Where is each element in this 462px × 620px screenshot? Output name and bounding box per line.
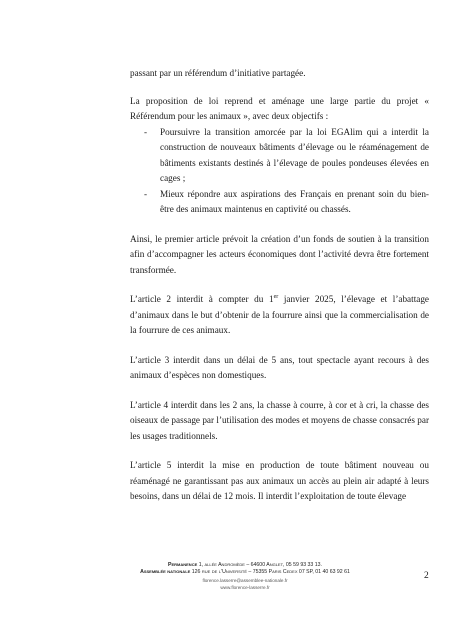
objective-text: Poursuivre la transition amorcée par la loi EGAlim qui a interdit la construction de nouveaux bâtiments d’élevage ou le réaménagement de bâtiments existants destinés à l’élevage de poules pondeuses élevées en cages ; (160, 126, 429, 183)
ordinal-superscript: er (273, 293, 279, 300)
list-dash: - (144, 126, 148, 137)
paragraph-article-2 (130, 292, 429, 339)
paragraph-article-1: Ainsi, le premier article prévoit la création d’un fonds de soutien à la transition afin d’accompagner les acteurs économiques dont l’activité devra être fortement transformée. (130, 233, 429, 275)
paragraph-article-5: L’article 5 interdit la mise en production de toute bâtiment nouveau ou réaménagé ne garantissant pas aux animaux un accès au plein air adapté à leurs besoins, dans un délai de 12 mois. Il interdit l’exploitation de toute élevage (130, 460, 429, 501)
paragraph-article-3: L’article 3 interdit dans un délai de 5 ans, tout spectacle ayant recours à des animaux d’espèces non domestiques. (130, 354, 429, 380)
list-dash: - (144, 188, 148, 199)
footer-address-assemblee: 126 rue de l’Université – 75355 Paris Cedex 07 SP, 01 40 63 92 61 (191, 569, 350, 576)
page-number: 2 (424, 571, 429, 581)
footer-label-permanence: Permanence (168, 562, 198, 568)
objective-text: Mieux répondre aux aspirations des Français en prenant soin du bien-être des animaux maintenus en captivité ou chassés. (160, 188, 429, 214)
article-2-text-end: janvier 2025, l’élevage et l’abattage d’animaux dans le but d’obtenir de la fourrure ainsi que la commercialisation de la fourrure de ces animaux. (130, 294, 429, 335)
objectives-list (130, 125, 429, 218)
page-footer (100, 562, 390, 592)
footer-email[interactable]: florence.lasserre@assemblee-nationale.fr (202, 577, 288, 583)
article-2-text-start: L’article 2 interdit à compter du 1 (130, 294, 274, 304)
paragraph-intro: La proposition de loi reprend et aménage une large partie du projet « Référendum pour les animaux », avec deux objectifs : (130, 95, 429, 121)
footer-address-permanence: 1, allée Andromède – 64600 Anglet, 05 59 93 33 13. (198, 562, 322, 568)
paragraph-article-4: L’article 4 interdit dans les 2 ans, la chasse à courre, à cor et à cri, la chasse des oiseaux de passage par l’utilisation des modes et moyens de chasse consacrés par les usages traditionnels. (130, 399, 429, 441)
objective-item (130, 125, 429, 187)
footer-label-assemblee: Assemblée nationale (140, 569, 191, 576)
footer-assemblee (100, 569, 390, 576)
body-text (130, 66, 429, 519)
objective-item (130, 187, 429, 218)
footer-website[interactable]: www.florence-lasserre.fr (220, 585, 270, 591)
footer-permanence (100, 562, 390, 569)
paragraph-continuation: passant par un référendum d’initiative partagée. (130, 68, 306, 78)
